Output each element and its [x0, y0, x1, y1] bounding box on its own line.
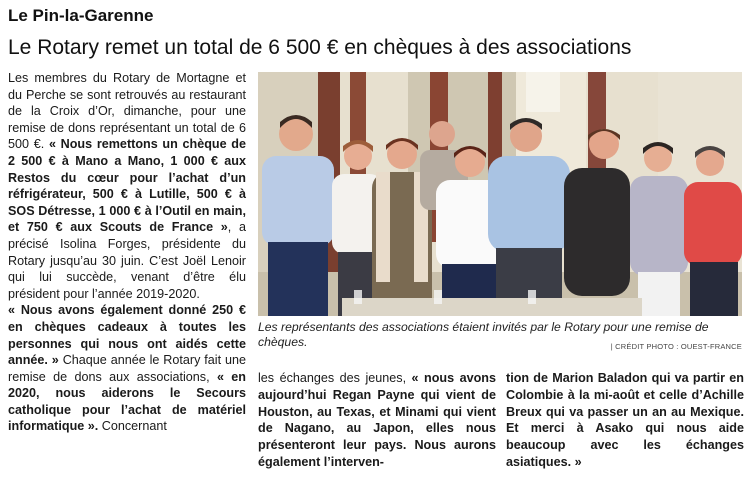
middle-text: les échanges des jeunes,	[258, 371, 412, 385]
right-quote: tion de Marion Baladon qui va partir en Colombie à la mi-août et celle d’Achille Breux qui va passer un an au Mexique. Et merci à Asako qui nous aide beaucoup avec les échanges asiatiques. »	[506, 371, 744, 469]
paragraph-2	[8, 302, 246, 435]
photo-credit: | CRÉDIT PHOTO : OUEST-FRANCE	[610, 342, 742, 351]
paragraph-1-end: , a précisé Isolina Forges, présidente du Rotary jusqu’au 30 juin. C’est Joël Lenoir qui lui succède, venant d’être élu président pour l’année 2019-2020.	[8, 220, 246, 301]
article-column-middle	[258, 370, 496, 471]
article-column-left	[8, 70, 246, 435]
paragraph-1-intro: Les membres du Rotary de Mortagne et du Perche se sont retrouvés au restaurant de la Croix d’Or, dimanche, pour une remise de dons représentant un total de 6 500 €.	[8, 71, 246, 152]
paragraph-2-quote-2: « en 2020, nous aiderons le Secours catholique pour l’achat de matériel informatique ».	[8, 369, 246, 434]
article-column-right	[506, 370, 744, 471]
article-headline: Le Rotary remet un total de 6 500 € en chèques à des associations	[8, 36, 632, 59]
paragraph-1	[8, 70, 246, 302]
photo-caption: Les représentants des associations étaient invités par le Rotary pour une remise de chèques.	[258, 320, 709, 349]
paragraph-2-quote: « Nous avons également donné 250 € en chèques cadeaux à toutes les personnes qui nous ont aidés cette année. »	[8, 303, 246, 368]
paragraph-2-text: Chaque année le Rotary fait une remise de dons aux associations,	[8, 353, 246, 384]
paragraph-1-quote: « Nous remettons un chèque de 2 500 € à Mano a Mano, 1 000 € aux Restos du cœur pour l’achat d’un réfrigérateur, 500 € à Lutille, 500 € à SOS Détresse, 1 000 € à l’Outil en main, et 750 € aux Scouts de France »	[8, 137, 247, 235]
location-kicker: Le Pin-la-Garenne	[8, 6, 154, 25]
paragraph-2-end: Concernant	[98, 419, 167, 434]
middle-quote: « nous avons aujourd’hui Regan Payne qui vient de Houston, au Texas, et Minami qui vient de Nagano, au Japon, elles nous présenteront leur pays. Nous aurons également l’interven-	[258, 371, 496, 469]
group-photo	[258, 72, 742, 316]
